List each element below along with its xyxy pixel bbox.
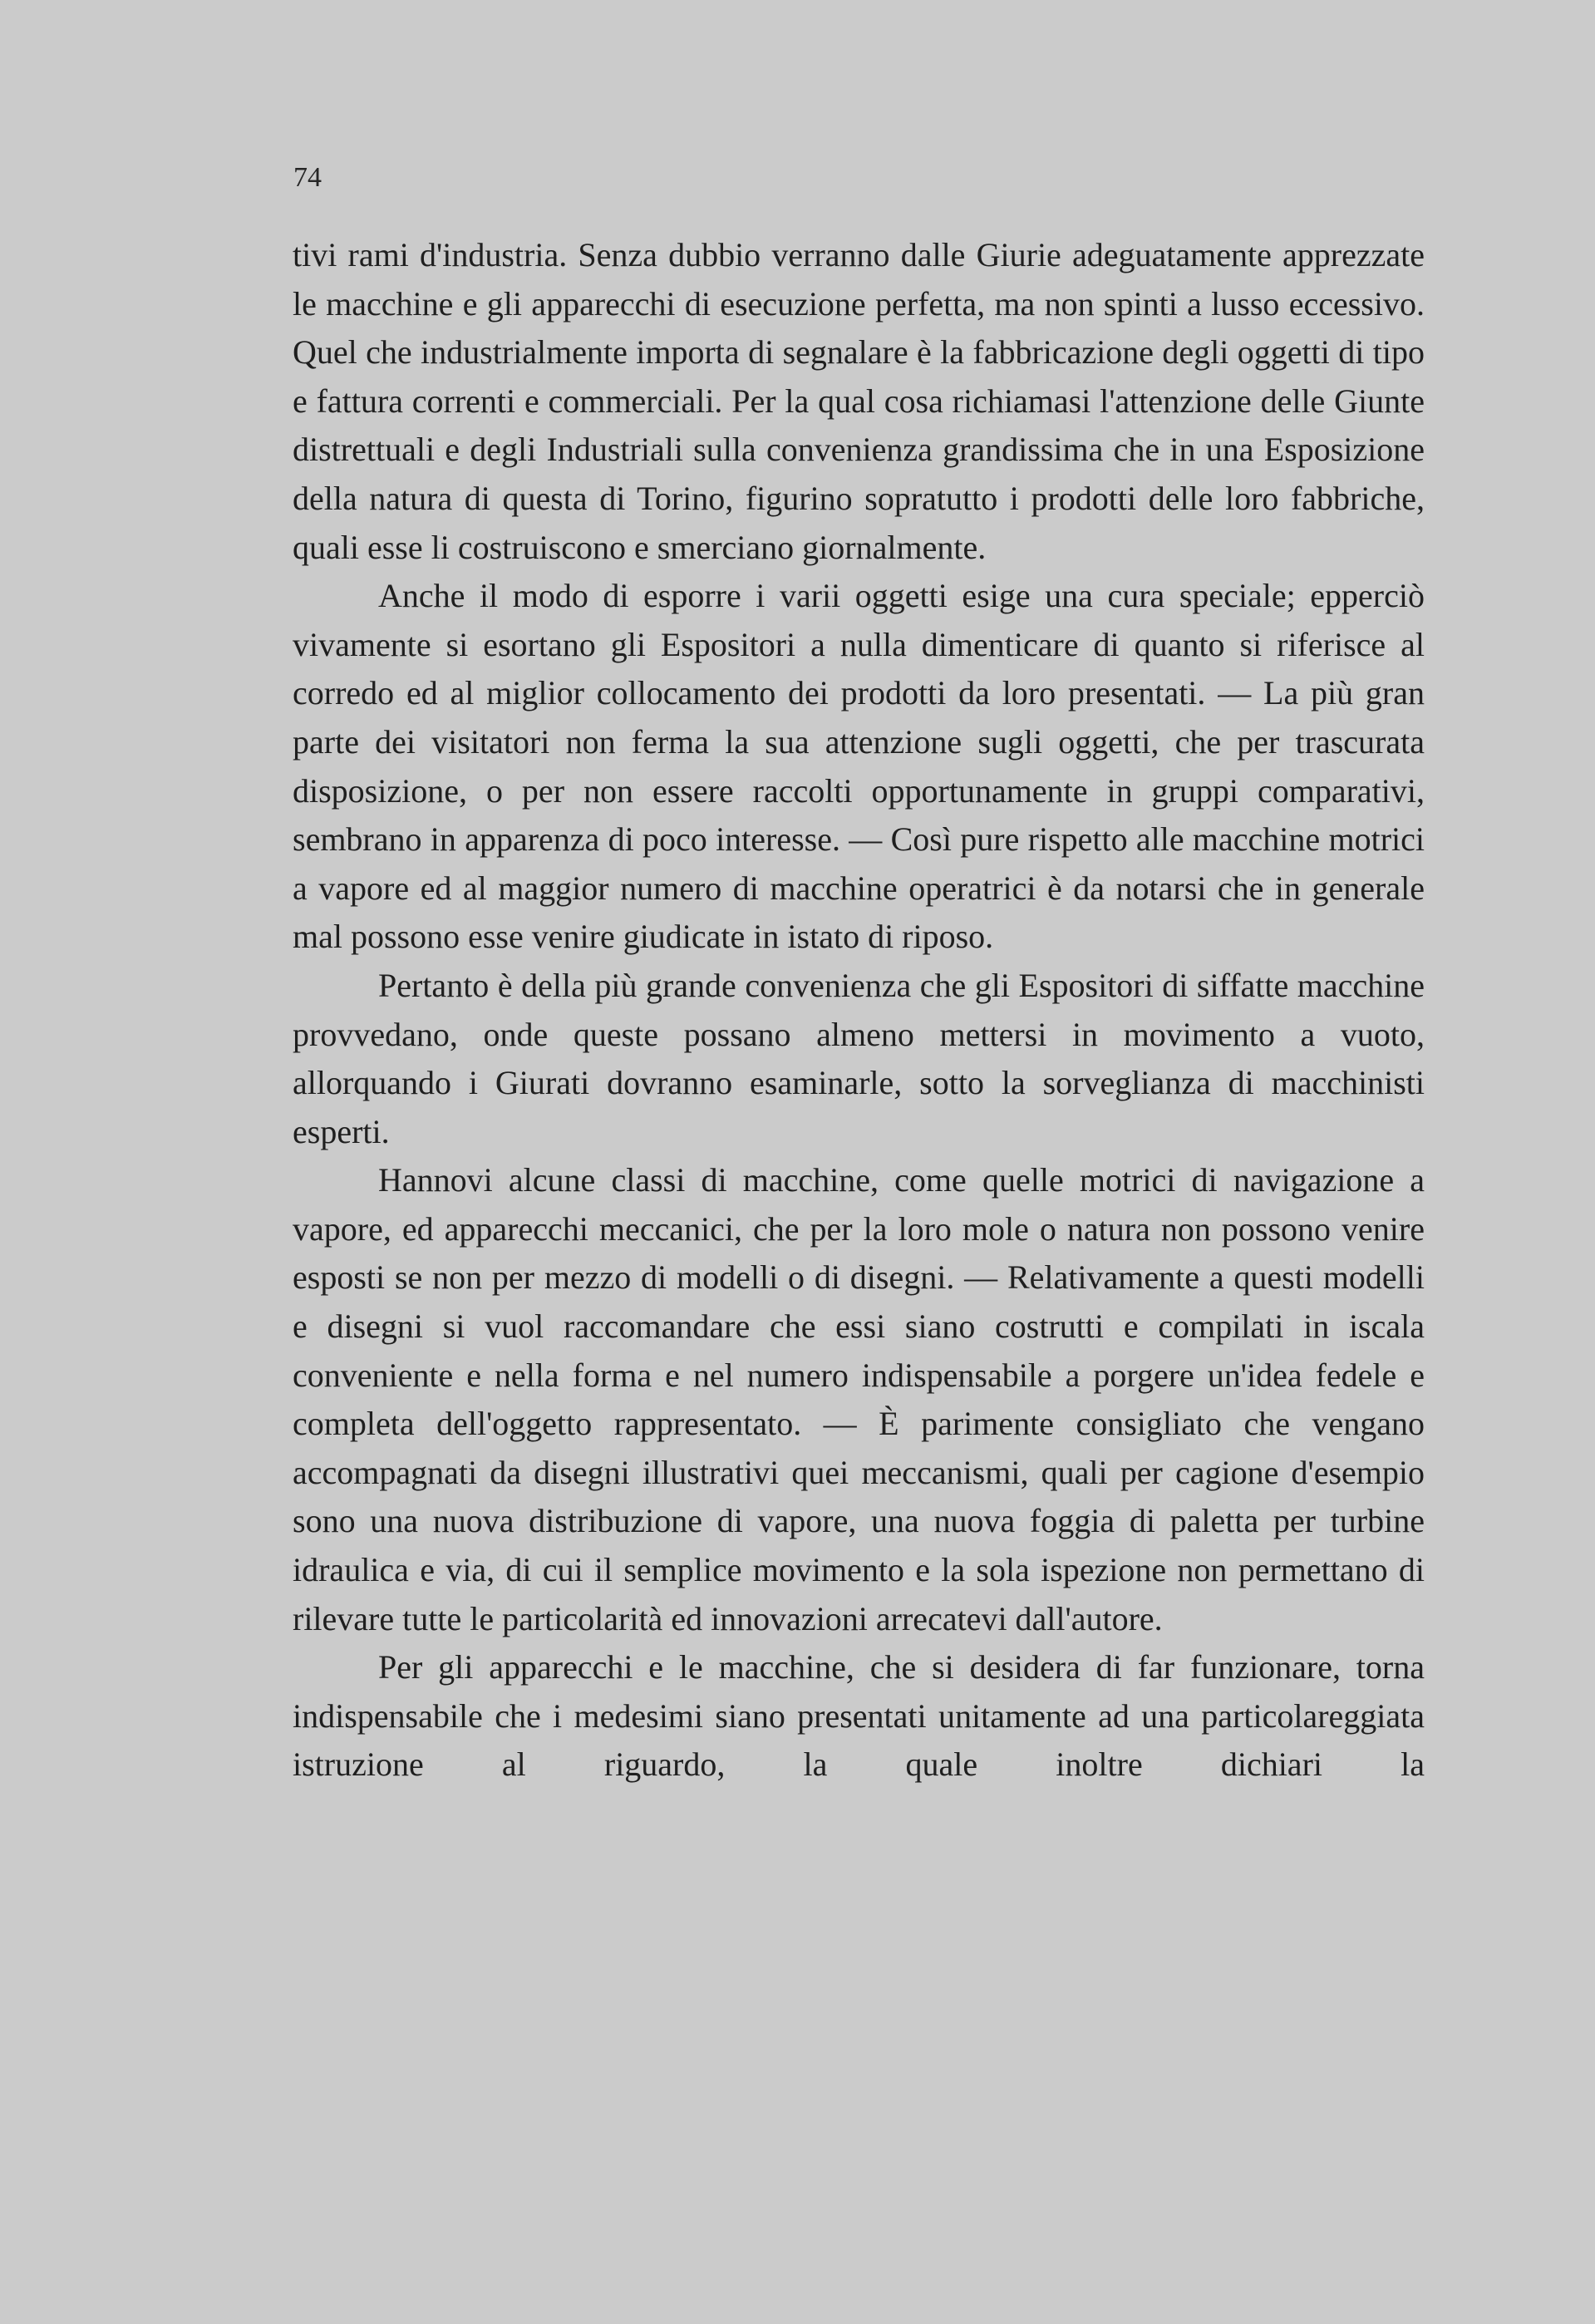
paragraph-2: Anche il modo di esporre i varii oggetti esige una cura speciale; epperciò vivamente si esortano gli Espositori a nulla dimenticare di quanto si riferisce al corredo ed al miglior collocamento dei prodotti da loro presentati. — La più gran parte dei visitatori non ferma la sua attenzione sugli oggetti, che per trascurata disposizione, o per non essere raccolti opportunamente in gruppi comparativi, sembrano in apparenza di poco interesse. — Così pure rispetto alle macchine motrici a vapore ed al maggior numero di macchine operatrici è da notarsi che in generale mal possono esse venire giudicate in istato di riposo.: [293, 577, 1425, 956]
paragraph-3: Pertanto è della più grande convenienza che gli Espositori di siffatte macchine provvedano, onde queste possano almeno mettersi in movimento a vuoto, allorquando i Giurati dovranno esaminarle, sotto la sorveglianza di macchinisti esperti.: [293, 966, 1425, 1150]
body-text: [293, 231, 1425, 1790]
paragraph-4: Hannovi alcune classi di macchine, come quelle motrici di navigazione a vapore, ed apparecchi meccanici, che per la loro mole o natura non possono venire esposti se non per mezzo di modelli o di disegni. — Relativamente a questi modelli e disegni si vuol raccomandare che essi siano costrutti e compilati in iscala conveniente e nella forma e nel numero indispensabile a porgere un'idea fedele e completa dell'oggetto rappresentato. — È parimente consigliato che vengano accompagnati da disegni illustrativi quei meccanismi, quali per cagione d'esempio sono una nuova distribuzione di vapore, una nuova foggia di paletta per turbine idraulica e via, di cui il semplice movimento e la sola ispezione non permettano di rilevare tutte le particolarità ed innovazioni arrecatevi dall'autore.: [293, 1161, 1425, 1637]
page-number: 74: [293, 162, 322, 193]
paragraph-5: Per gli apparecchi e le macchine, che si desidera di far funzionare, torna indispensabile che i medesimi siano presentati unitamente ad una particolareggiata istruzione al riguardo, la quale inoltre dichiari la: [293, 1648, 1425, 1784]
paragraph-1: tivi rami d'industria. Senza dubbio verranno dalle Giurie adeguatamente apprezzate le macchine e gli apparecchi di esecuzione perfetta, ma non spinti a lusso eccessivo. Quel che industrialmente importa di segnalare è la fabbricazione degli oggetti di tipo e fattura correnti e commerciali. Per la qual cosa richiamasi l'attenzione delle Giunte distrettuali e degli Industriali sulla convenienza grandissima che in una Esposizione della natura di questa di Torino, figurino sopratutto i prodotti delle loro fabbriche, quali esse li costruiscono e smerciano giornalmente.: [293, 236, 1425, 566]
